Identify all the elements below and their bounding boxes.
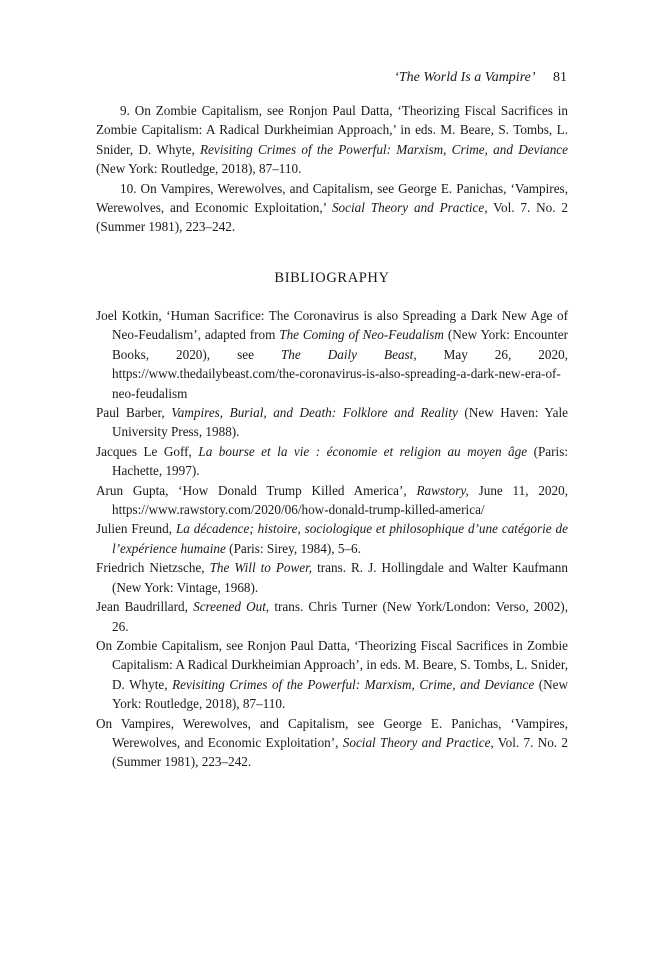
entry-text: (Paris: Hachette, 1997).	[112, 443, 568, 479]
bibliography-entry	[96, 481, 568, 520]
note-title: Social Theory and Practice,	[331, 200, 488, 216]
entry-text: , Vol. 7. No. 2 (Summer 1981), 223–242.	[112, 734, 568, 770]
entry-text: (Paris: Sirey, 1984), 5–6.	[225, 540, 361, 556]
note-text: 9. On Zombie Capitalism, see Ronjon Paul Datta, ‘Theorizing Fiscal Sacrifices in Zombie Capitalism: A Radical Durkheimian Approach,’ in eds. M. Beare, S. Tombs, L. Snider, D. Whyte,	[96, 103, 568, 157]
bibliography-entry	[96, 442, 568, 481]
entry-text: (New Haven: Yale University Press, 1988).	[112, 405, 568, 440]
entry-title: La décadence; histoire, sociologique et philosophique d’une catégorie de l’expérience humaine	[112, 521, 568, 556]
bibliography-entry	[96, 558, 568, 597]
bibliography-heading: BIBLIOGRAPHY	[274, 270, 390, 286]
bibliography-entry	[96, 714, 568, 772]
endnote-10	[96, 179, 568, 237]
entry-text: trans. R. J. Hollingdale and Walter Kaufmann (New York: Vintage, 1968).	[112, 560, 568, 595]
entry-url: May 26, 2020, https://www.thedailybeast.com/the-coronavirus-is-also-spreading-a-dark-new-era-of-neo-feudalism	[112, 346, 568, 401]
entry-text: (New York: Encounter Books, 2020), see	[112, 327, 568, 362]
entry-title: La bourse et la vie : économie et religion au moyen âge	[198, 443, 528, 459]
entry-text: Julien Freund,	[96, 521, 176, 537]
entry-text: On Vampires, Werewolves, and Capitalism, see George E. Panichas, ‘Vampires, Werewolves, and Economic Exploitation’,	[96, 715, 568, 750]
running-head	[394, 70, 567, 86]
note-text: (New York: Routledge, 2018), 87–110.	[96, 161, 302, 177]
entry-url: June 11, 2020, https://www.rawstory.com/2020/06/how-donald-trump-killed-america/	[112, 482, 568, 518]
entry-title: Vampires, Burial, and Death: Folklore and Reality	[171, 405, 458, 421]
bibliography-entry	[96, 597, 568, 636]
entry-title: Screened Out,	[193, 599, 270, 615]
entry-title: Revisiting Crimes of the Powerful: Marxism, Crime, and Deviance	[172, 676, 535, 692]
entry-text: trans. Chris Turner (New York/London: Verso, 2002), 26.	[112, 599, 568, 634]
entry-text: Paul Barber,	[96, 405, 172, 421]
note-text: Vol. 7. No. 2 (Summer 1981), 223–242.	[96, 200, 568, 235]
page-number: 81	[553, 70, 567, 85]
bibliography-list	[96, 306, 568, 772]
entry-text: Jean Baudrillard,	[96, 599, 194, 615]
entry-text: Arun Gupta, ‘How Donald Trump Killed America’,	[96, 482, 417, 498]
note-title: Revisiting Crimes of the Powerful: Marxism, Crime, and Deviance	[200, 141, 568, 157]
entry-text: Jacques Le Goff,	[96, 443, 199, 459]
note-text: 10. On Vampires, Werewolves, and Capitalism, see George E. Panichas, ‘Vampires, Werewolves, and Economic Exploitation,’	[96, 180, 568, 216]
bibliography-entry	[96, 403, 568, 442]
running-head-title: ‘The World Is a Vampire’	[394, 70, 536, 85]
endnotes	[96, 101, 568, 237]
entry-text: (New York: Routledge, 2018), 87–110.	[112, 676, 569, 712]
entry-title: Rawstory,	[416, 482, 469, 498]
entry-title: The Coming of Neo-Feudalism	[279, 327, 444, 343]
entry-title: The Daily Beast,	[280, 346, 417, 362]
entry-text: Friedrich Nietzsche,	[96, 560, 210, 576]
entry-text: On Zombie Capitalism, see Ronjon Paul Datta, ‘Theorizing Fiscal Sacrifices in Zombie Capitalism: A Radical Durkheimian Approach’, in eds. M. Beare, S. Tombs, L. Snider, D. Whyte,	[96, 637, 568, 692]
entry-text: Joel Kotkin, ‘Human Sacrifice: The Coronavirus is also Spreading a Dark New Age of Neo-Feudalism’, adapted from	[96, 308, 568, 343]
bibliography-entry	[96, 306, 568, 403]
bibliography-entry	[96, 519, 568, 558]
bibliography-entry	[96, 636, 568, 714]
endnote-9	[96, 101, 568, 179]
entry-title: Social Theory and Practice	[342, 734, 491, 750]
entry-title: The Will to Power,	[209, 560, 313, 576]
